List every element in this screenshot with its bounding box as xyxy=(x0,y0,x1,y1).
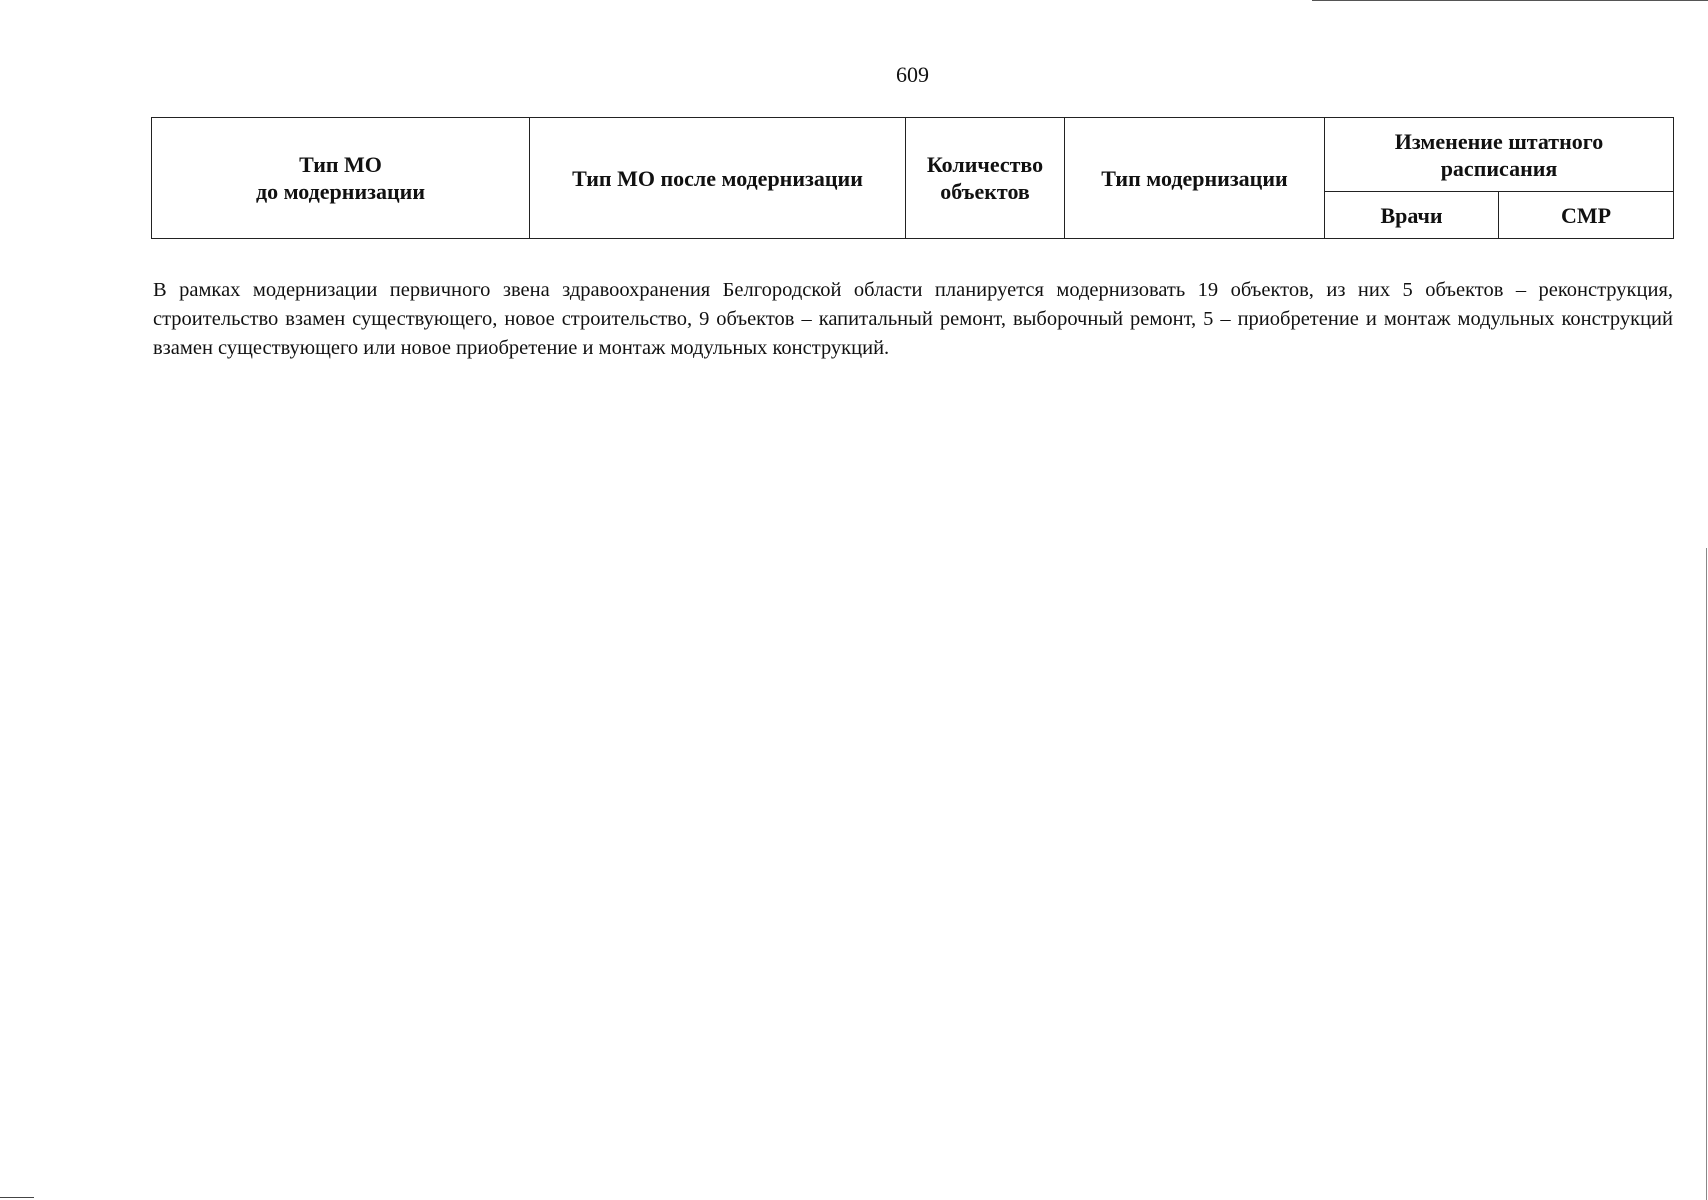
scan-edge-line-right xyxy=(1706,548,1707,1200)
header-object-count-line1: Количество xyxy=(926,152,1044,177)
header-cell-doctors: Врачи xyxy=(1325,192,1499,239)
header-cell-object-count xyxy=(906,118,1065,239)
header-type-after-label: Тип МО после модернизации xyxy=(572,165,863,191)
header-type-before-line2: до модернизации xyxy=(255,179,426,204)
table-header xyxy=(151,117,1674,239)
header-cell-nurses: СМР xyxy=(1499,192,1674,239)
header-cell-type-before xyxy=(152,118,530,239)
header-type-before-line1: Тип МО xyxy=(299,152,382,177)
page-number: 609 xyxy=(896,62,929,87)
header-modernization-type-label: Тип модернизации xyxy=(1101,165,1288,191)
table-header-row xyxy=(152,118,1674,192)
scan-edge-line-top xyxy=(1312,0,1708,1)
header-staff-change-line1: Изменение штатного xyxy=(1394,128,1604,154)
header-cell-modernization-type xyxy=(1065,118,1325,239)
header-cell-staff-change xyxy=(1325,118,1674,192)
header-object-count-line2: объектов xyxy=(940,179,1030,204)
header-staff-change-line2: расписания xyxy=(1440,155,1558,181)
body-paragraph: В рамках модернизации первичного звена здравоохранения Белгородской области планируется модернизовать 19 объектов, из них 5 объектов – реконструкция, строительство взамен существующего, новое строительство, 9 объектов – капитальный ремонт, выборочный ремонт, 5 – приобретение и монтаж модульных конструкций взамен существующего или новое приобретение и монтаж модульных конструкций. xyxy=(153,279,1673,359)
header-cell-type-after xyxy=(530,118,906,239)
scan-edge-mark-bottom xyxy=(0,1197,34,1198)
